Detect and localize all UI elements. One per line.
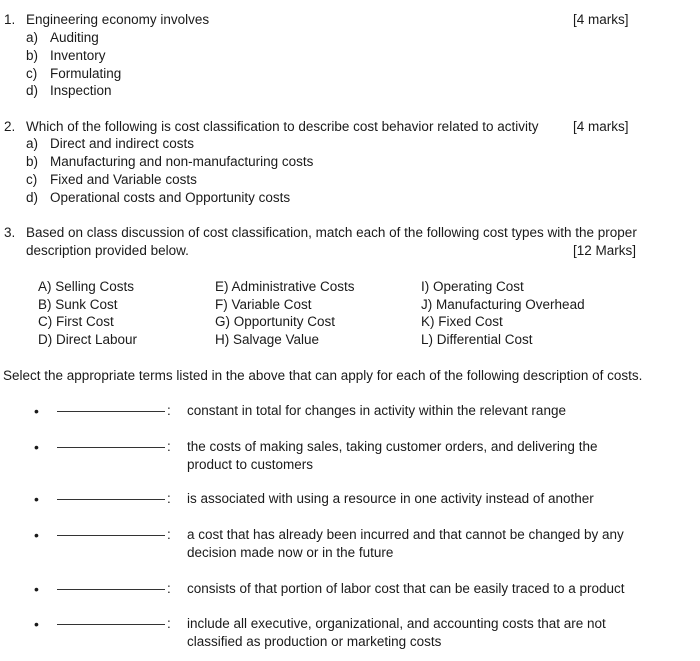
term: B) Sunk Cost <box>38 297 118 312</box>
description-text: constant in total for changes in activity within the relevant range <box>187 403 566 418</box>
matching-item: • : include all executive, organizational, and accounting costs that are not classified as production or marketing costs <box>0 615 700 653</box>
answer-blank[interactable] <box>57 402 165 412</box>
term: C) First Cost <box>38 314 114 329</box>
description-text: the costs of making sales, taking customer orders, and delivering the product to customers <box>187 439 598 472</box>
question-number: 3. <box>4 225 16 240</box>
bullet-icon: • <box>34 527 39 543</box>
bullet-icon: • <box>34 439 39 455</box>
term: I) Operating Cost <box>421 279 524 294</box>
question-text-line2: description provided below. <box>26 243 189 258</box>
answer-blank[interactable] <box>57 580 165 590</box>
term: F) Variable Cost <box>215 297 312 312</box>
description-text: a cost that has already been incurred and that cannot be changed by any decision made now or in the future <box>187 527 624 560</box>
question-number: 2. <box>4 119 16 134</box>
question-text: Which of the following is cost classification to describe cost behavior related to activity <box>26 119 539 134</box>
answer-blank[interactable] <box>57 615 165 625</box>
question-number: 1. <box>4 12 16 27</box>
matching-item: • : the costs of making sales, taking customer orders, and delivering the product to customers <box>0 438 700 476</box>
marks-label: [12 Marks] <box>573 243 637 258</box>
answer-blank[interactable] <box>57 490 165 500</box>
description-text: is associated with using a resource in one activity instead of another <box>187 491 594 506</box>
matching-item: • : is associated with using a resource in one activity instead of another <box>0 490 700 510</box>
matching-item: • : consists of that portion of labor cost that can be easily traced to a product <box>0 580 700 600</box>
term: A) Selling Costs <box>38 279 135 294</box>
matching-item: • : constant in total for changes in activity within the relevant range <box>0 402 700 422</box>
answer-blank[interactable] <box>57 526 165 536</box>
term: J) Manufacturing Overhead <box>421 297 585 312</box>
term: H) Salvage Value <box>215 332 320 347</box>
description-text: consists of that portion of labor cost that can be easily traced to a product <box>187 581 625 596</box>
marks-label: [4 marks] <box>573 119 629 134</box>
term: E) Administrative Costs <box>215 279 355 294</box>
bullet-icon: • <box>34 403 39 419</box>
term: K) Fixed Cost <box>421 314 503 329</box>
marks-label: [4 marks] <box>573 12 629 27</box>
bullet-icon: • <box>34 491 39 507</box>
question-text: Engineering economy involves <box>26 12 210 27</box>
term: L) Differential Cost <box>421 332 533 347</box>
bullet-icon: • <box>34 581 39 597</box>
description-text: include all executive, organizational, and accounting costs that are not classified as production or marketing costs <box>187 616 606 649</box>
instruction-text: Select the appropriate terms listed in the above that can apply for each of the following description of costs. <box>3 368 643 383</box>
answer-blank[interactable] <box>57 438 165 448</box>
bullet-icon: • <box>34 616 39 632</box>
matching-item: • : a cost that has already been incurred and that cannot be changed by any decision made now or in the future <box>0 526 700 564</box>
question-text-line1: Based on class discussion of cost classification, match each of the following cost types with the proper <box>26 225 637 240</box>
term: D) Direct Labour <box>38 332 138 347</box>
term: G) Opportunity Cost <box>215 314 336 329</box>
